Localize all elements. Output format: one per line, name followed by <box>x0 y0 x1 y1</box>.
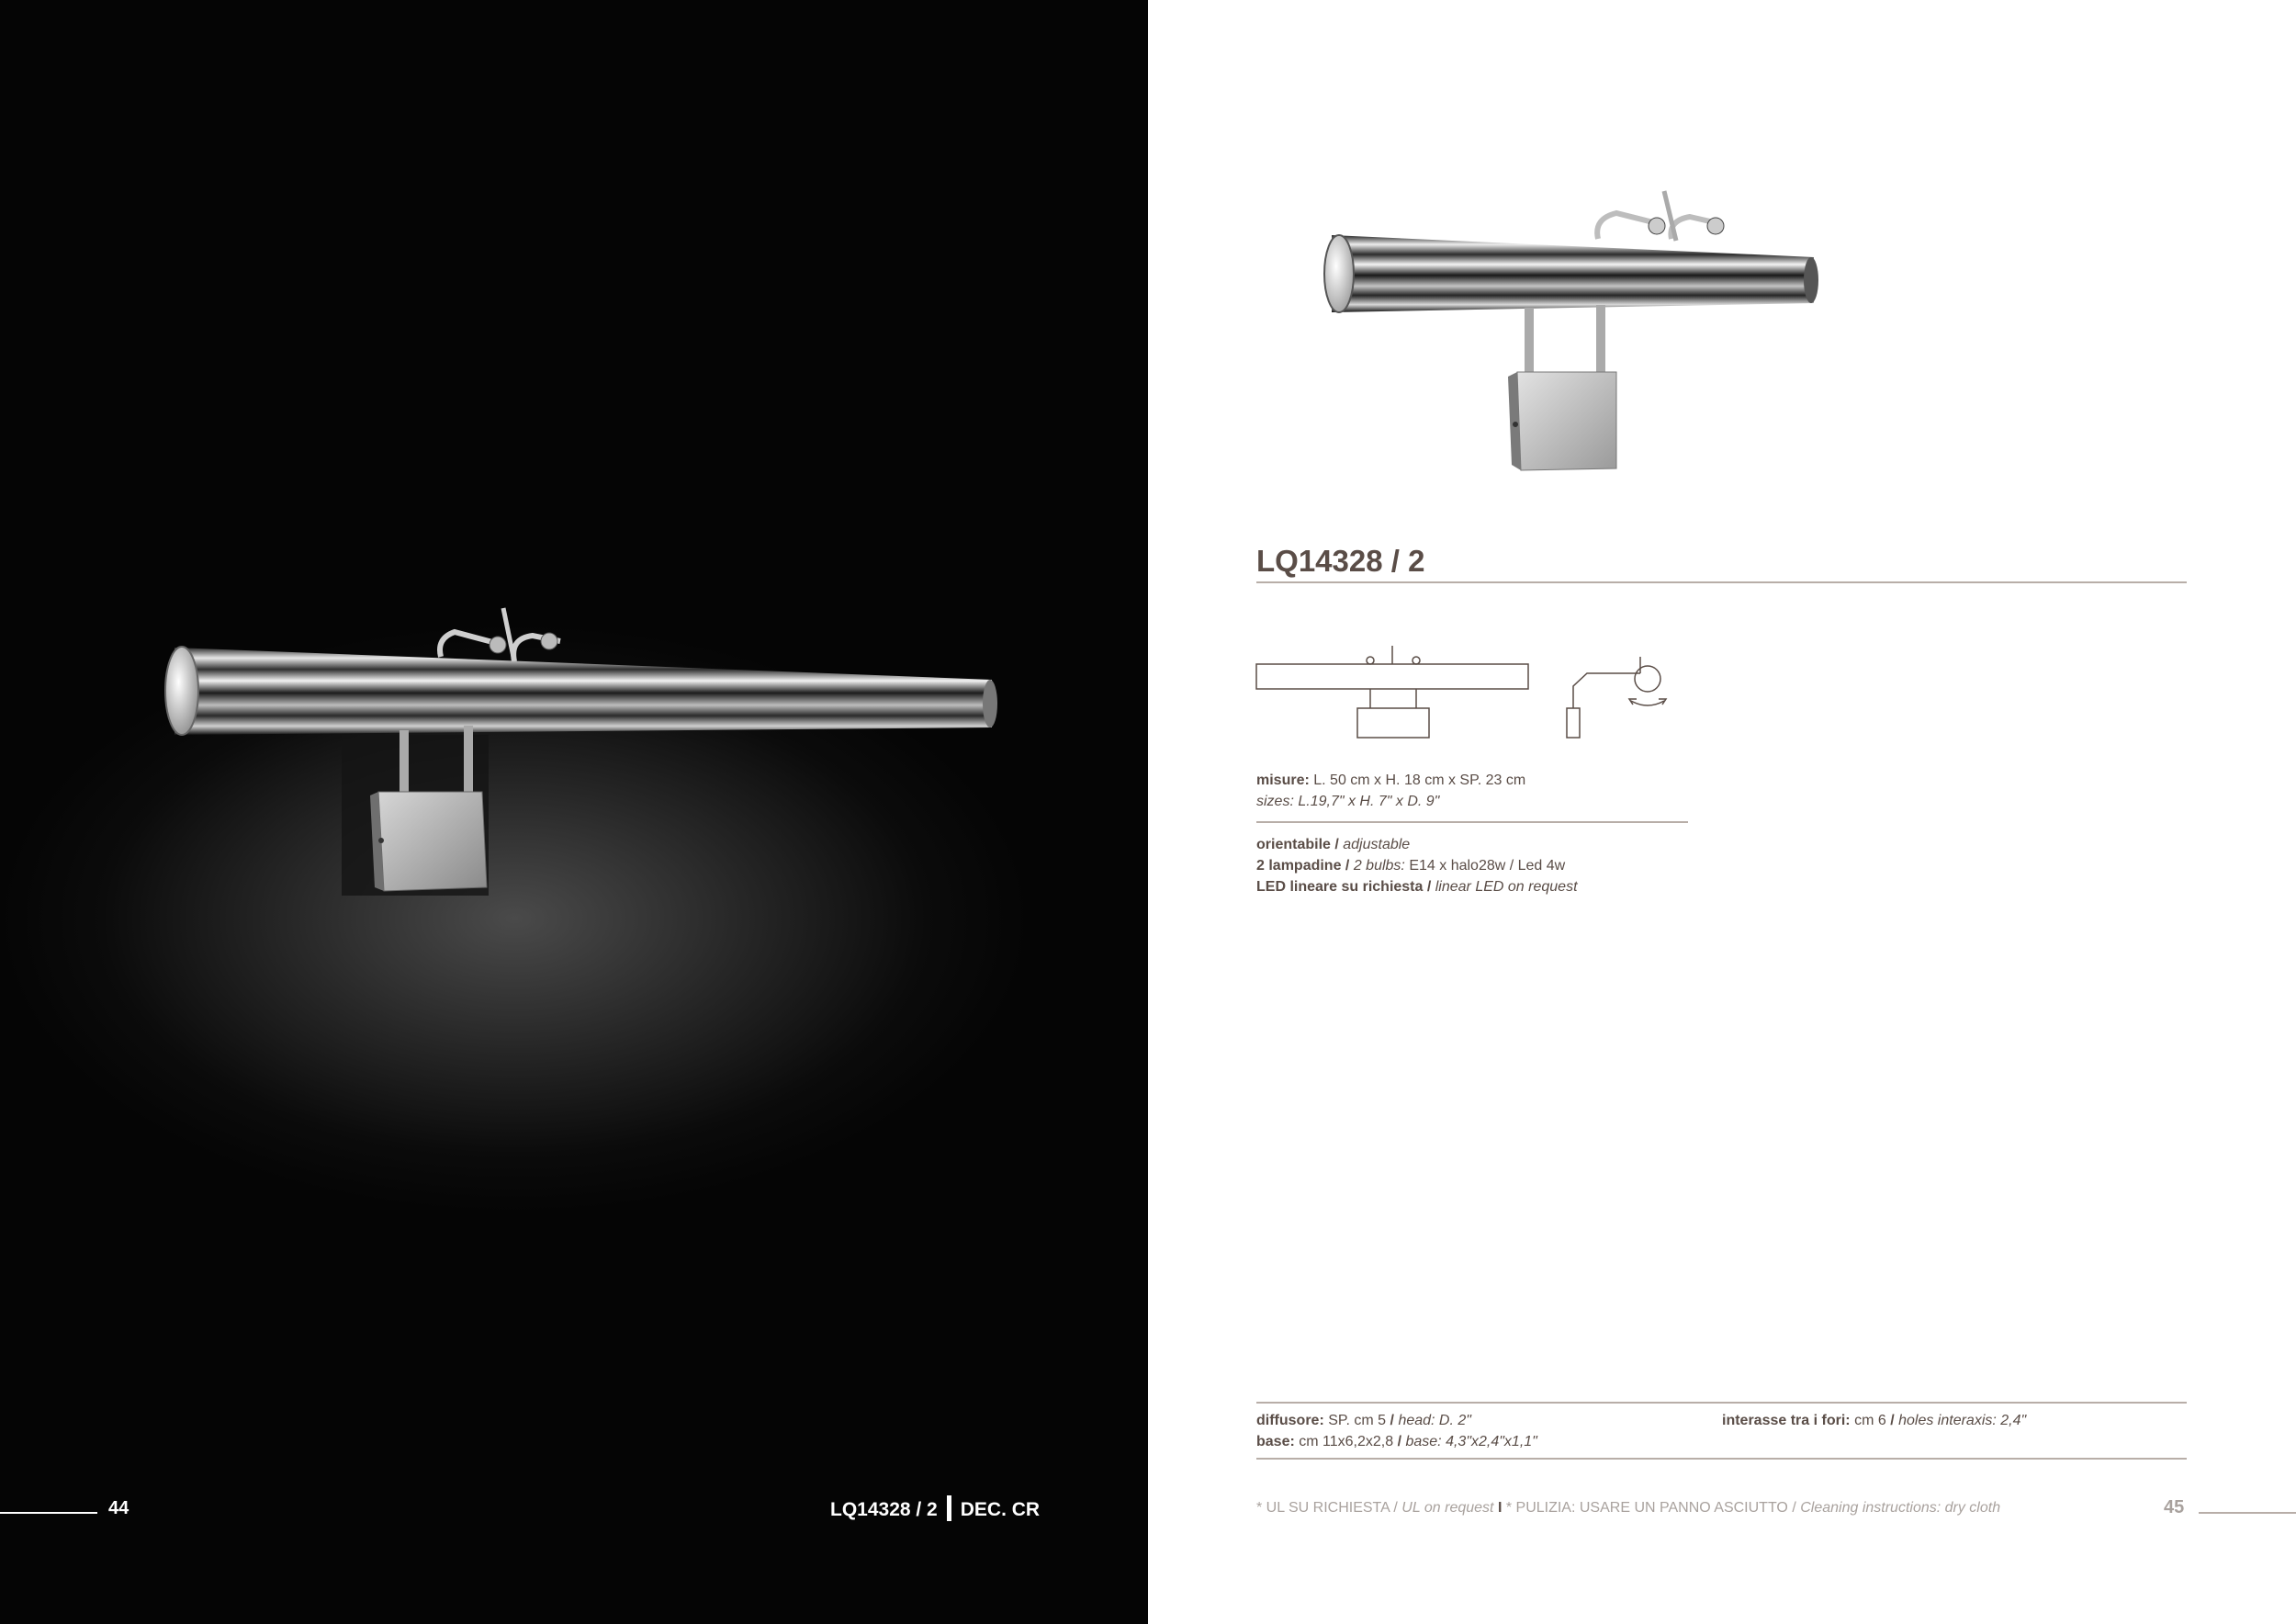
title-rule <box>1256 581 2187 583</box>
sizes-it <box>1256 770 1525 791</box>
separator-bar <box>947 1495 951 1521</box>
lamp-product-image <box>1304 184 1938 487</box>
footnote-clean-it: * PULIZIA: USARE UN PANNO ASCIUTTO / <box>1505 1500 1796 1516</box>
sizes-block <box>1256 770 1525 812</box>
feature-linear-led <box>1256 876 1578 897</box>
base-sep: / <box>1397 1434 1402 1449</box>
footnote-ul-it: * UL SU RICHIESTA / <box>1256 1500 1398 1516</box>
feature-value: E14 x halo28w / Led 4w <box>1409 858 1566 874</box>
diffuser-value: SP. cm 5 <box>1328 1413 1387 1428</box>
lamp-photo <box>138 588 1010 955</box>
sizes-en-value: L.19,7" x H. 7" x D. 9" <box>1298 794 1440 809</box>
drawing-front-bar <box>1256 664 1528 689</box>
bottom-rule-bottom <box>1256 1458 2187 1460</box>
feature-en: 2 bulbs: <box>1353 858 1405 874</box>
diffuser-label: diffusore: <box>1256 1413 1324 1428</box>
holes-sep: / <box>1890 1413 1895 1428</box>
feature-en: adjustable <box>1343 837 1411 852</box>
holes-value: cm 6 <box>1854 1413 1886 1428</box>
holes-en: holes interaxis: 2,4" <box>1898 1413 2027 1428</box>
holes-label: interasse tra i fori: <box>1722 1413 1851 1428</box>
footnote-clean-en: Cleaning instructions: dry cloth <box>1800 1500 2001 1516</box>
product-title: LQ14328 / 2 <box>1256 544 1425 578</box>
feature-it: orientabile / <box>1256 837 1339 852</box>
sizes-rule <box>1256 821 1688 823</box>
base-en: base: 4,3"x2,4"x1,1" <box>1405 1434 1537 1449</box>
drawing-side-base <box>1567 708 1580 738</box>
page-number-right: 45 <box>2164 1497 2185 1517</box>
diffuser-sep: / <box>1390 1413 1394 1428</box>
sizes-en-label: sizes: <box>1256 794 1294 809</box>
sizes-it-value: L. 50 cm x H. 18 cm x SP. 23 cm <box>1313 773 1526 788</box>
holes-line <box>1722 1410 2026 1431</box>
diffuser-en: head: D. 2" <box>1398 1413 1471 1428</box>
sizes-en <box>1256 791 1525 812</box>
drawing-side-head <box>1635 666 1660 692</box>
base-line <box>1256 1431 1537 1452</box>
footer-rule-left <box>0 1512 97 1514</box>
diffuser-line <box>1256 1410 1471 1431</box>
base-label: base: <box>1256 1434 1295 1449</box>
right-page <box>1148 0 2296 1624</box>
bottom-rule-top <box>1256 1402 2187 1404</box>
feature-it: LED lineare su richiesta / <box>1256 879 1432 895</box>
drawing-front-base <box>1357 708 1429 738</box>
footer-rule-right <box>2199 1512 2296 1514</box>
feature-it: 2 lampadine / <box>1256 858 1350 874</box>
features-block <box>1256 834 1578 897</box>
technical-drawing <box>1255 638 1714 747</box>
footnote <box>1256 1500 2000 1517</box>
feature-adjustable <box>1256 834 1578 855</box>
product-code: LQ14328 / 2 <box>830 1499 938 1520</box>
base-value: cm 11x6,2x2,8 <box>1299 1434 1394 1449</box>
finish-code: DEC. CR <box>960 1499 1041 1520</box>
footnote-ul-en: UL on request <box>1401 1500 1494 1516</box>
feature-bulbs <box>1256 855 1578 876</box>
page-number-left: 44 <box>108 1498 129 1518</box>
footnote-separator: I <box>1497 1500 1503 1516</box>
feature-en: linear LED on request <box>1435 879 1578 895</box>
sizes-it-label: misure: <box>1256 773 1310 788</box>
footer-product-code <box>830 1495 1040 1521</box>
